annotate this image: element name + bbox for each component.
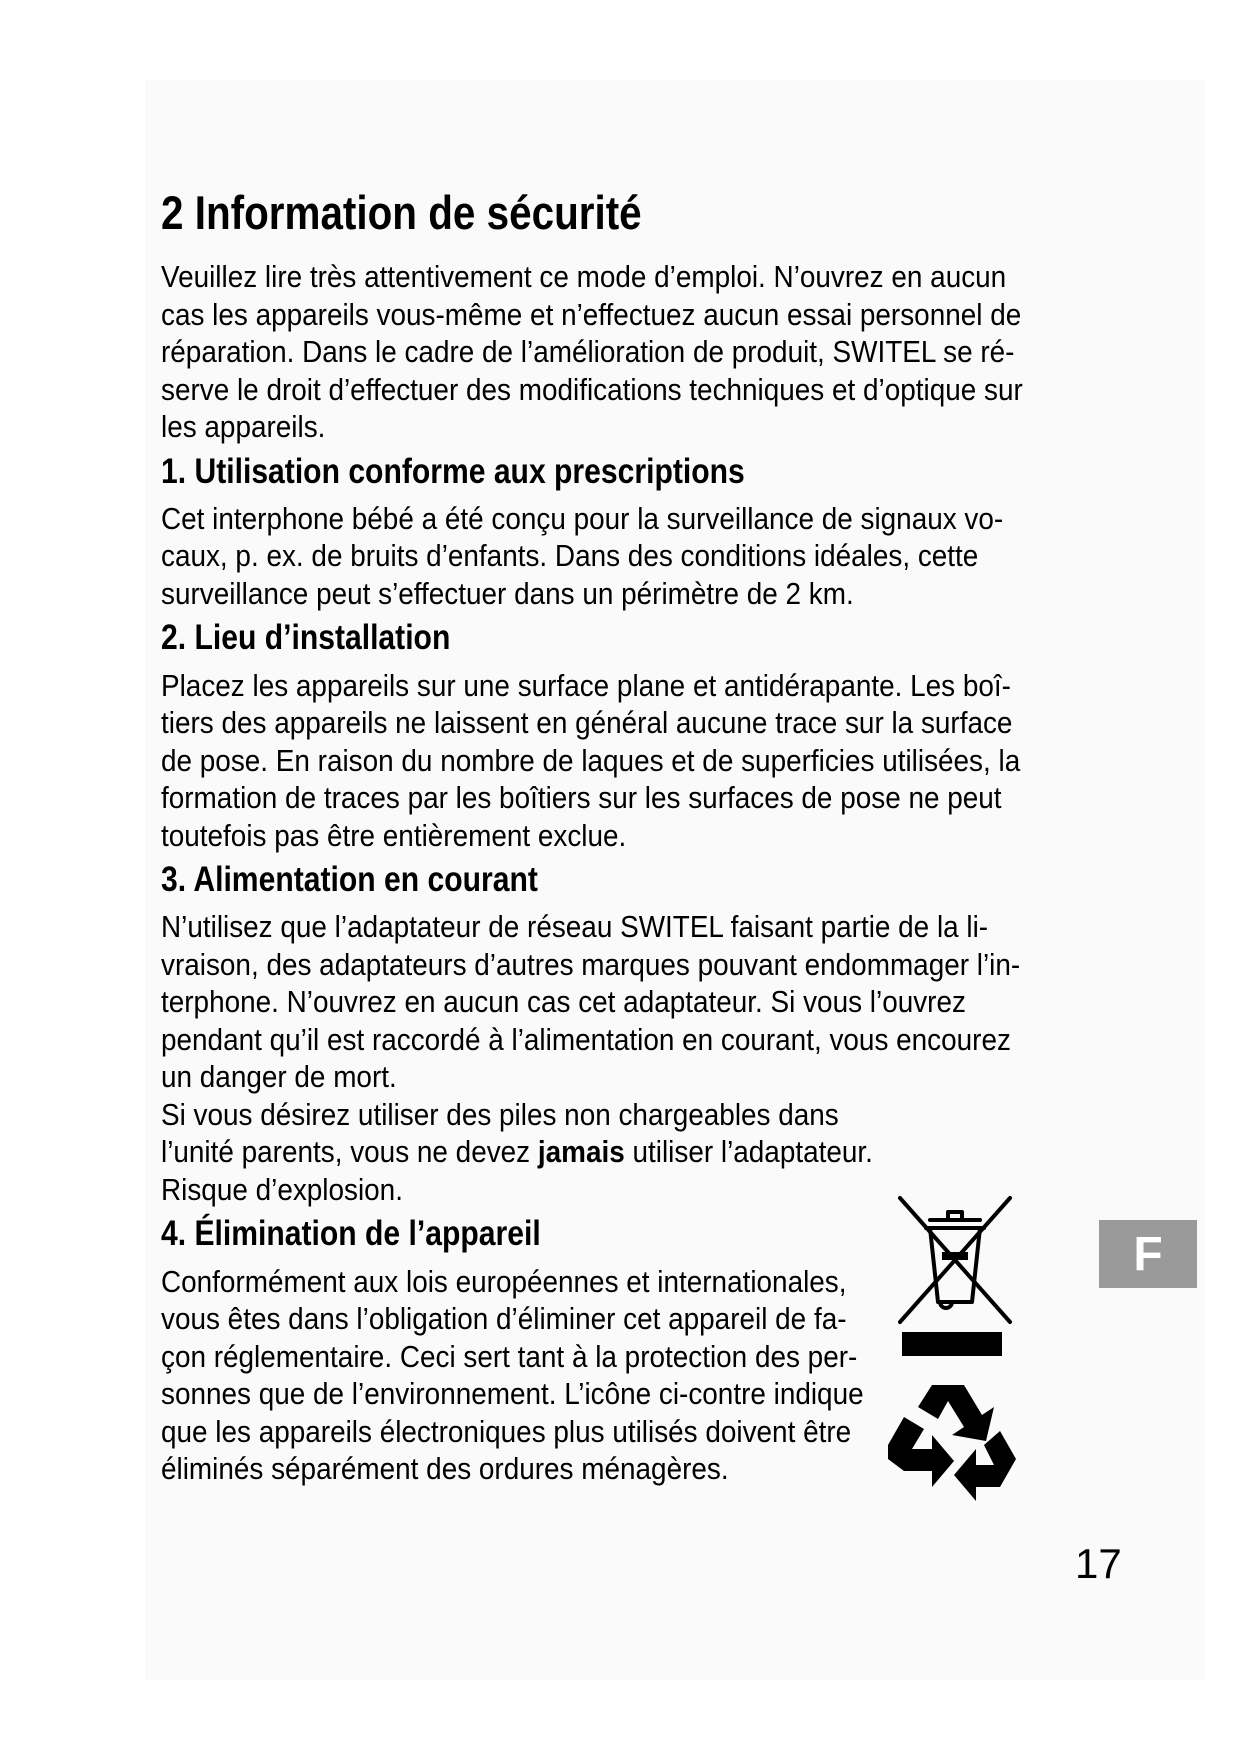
text-line: serve le droit d’effectuer des modifications techniques et d’optique sur [161, 371, 1023, 407]
text-line: terphone. N’ouvrez en aucun cas cet adaptateur. Si vous l’ouvrez [161, 984, 966, 1020]
page-number: 17 [1075, 1540, 1122, 1587]
section-paragraph [161, 1263, 971, 1488]
text-line: Cet interphone bébé a été conçu pour la surveillance de signaux vo- [161, 500, 1004, 536]
text-line: Conformément aux lois européennes et internationales, [161, 1263, 847, 1299]
text-line: caux, p. ex. de bruits d’enfants. Dans des conditions idéales, cette [161, 538, 979, 574]
page-title: 2 Information de sécurité [161, 186, 642, 239]
text-line: vraison, des adaptateurs d’autres marques pouvant endommager l’in- [161, 946, 1021, 982]
text-line: Veuillez lire très attentivement ce mode d’emploi. N’ouvrez en aucun [161, 259, 1007, 295]
intro-section [161, 258, 1061, 446]
section-usage [161, 452, 1061, 613]
text-line: les appareils. [161, 409, 326, 445]
section-power [161, 860, 1061, 1208]
section-paragraph [161, 667, 1021, 855]
crossed-bin-icon [890, 1190, 1020, 1330]
section-heading: 4. Élimination de l’appareil [161, 1214, 541, 1254]
text-line: tiers des appareils ne laissent en général aucune trace sur la surface [161, 705, 1013, 741]
text-line: de pose. En raison du nombre de laques et de superficies utilisées, la [161, 742, 1021, 778]
text-line: toutefois pas être entièrement exclue. [161, 817, 627, 853]
text-line: sonnes que de l’environnement. L’icône ci-contre indique [161, 1376, 864, 1412]
section-heading: 1. Utilisation conforme aux prescriptions [161, 451, 745, 491]
section-installation [161, 618, 1061, 854]
text-line: çon réglementaire. Ceci sert tant à la protection des per- [161, 1338, 858, 1374]
text-line: réparation. Dans le cadre de l’amélioration de produit, SWITEL se ré- [161, 334, 1015, 370]
text-line: Si vous désirez utiliser des piles non chargeables dans [161, 1096, 839, 1132]
text-line: cas les appareils vous-même et n’effectuez aucun essai personnel de [161, 296, 1022, 332]
text-line: pendant qu’il est raccordé à l’alimentation en courant, vous encourez [161, 1021, 1011, 1057]
section-paragraph [161, 908, 1021, 1208]
text-segment: utiliser l’adaptateur. [624, 1134, 873, 1170]
text-segment: l’unité parents, vous ne devez [161, 1134, 538, 1170]
section-heading: 2. Lieu d’installation [161, 618, 451, 658]
text-line: vous êtes dans l’obligation d’éliminer cet appareil de fa- [161, 1301, 847, 1337]
text-line: Risque d’explosion. [161, 1171, 403, 1207]
language-tab: F [1099, 1220, 1197, 1288]
text-line: surveillance peut s’effectuer dans un périmètre de 2 km. [161, 575, 854, 611]
section-heading: 3. Alimentation en courant [161, 860, 538, 900]
text-line: éliminés séparément des ordures ménagères. [161, 1451, 729, 1487]
text-line: N’utilisez que l’adaptateur de réseau SWITEL faisant partie de la li- [161, 909, 989, 945]
black-bar-icon [902, 1332, 1002, 1356]
emphasis-jamais: jamais [537, 1134, 625, 1170]
recycle-icon [882, 1375, 1022, 1510]
text-line: que les appareils électroniques plus utilisés doivent être [161, 1413, 852, 1449]
text-line-with-emphasis [161, 1133, 971, 1171]
text-line: un danger de mort. [161, 1059, 397, 1095]
text-line: Placez les appareils sur une surface plane et antidérapante. Les boî- [161, 667, 1011, 703]
intro-paragraph [161, 258, 1023, 446]
text-line: formation de traces par les boîtiers sur les surfaces de pose ne peut [161, 780, 1002, 816]
section-paragraph [161, 500, 1004, 613]
